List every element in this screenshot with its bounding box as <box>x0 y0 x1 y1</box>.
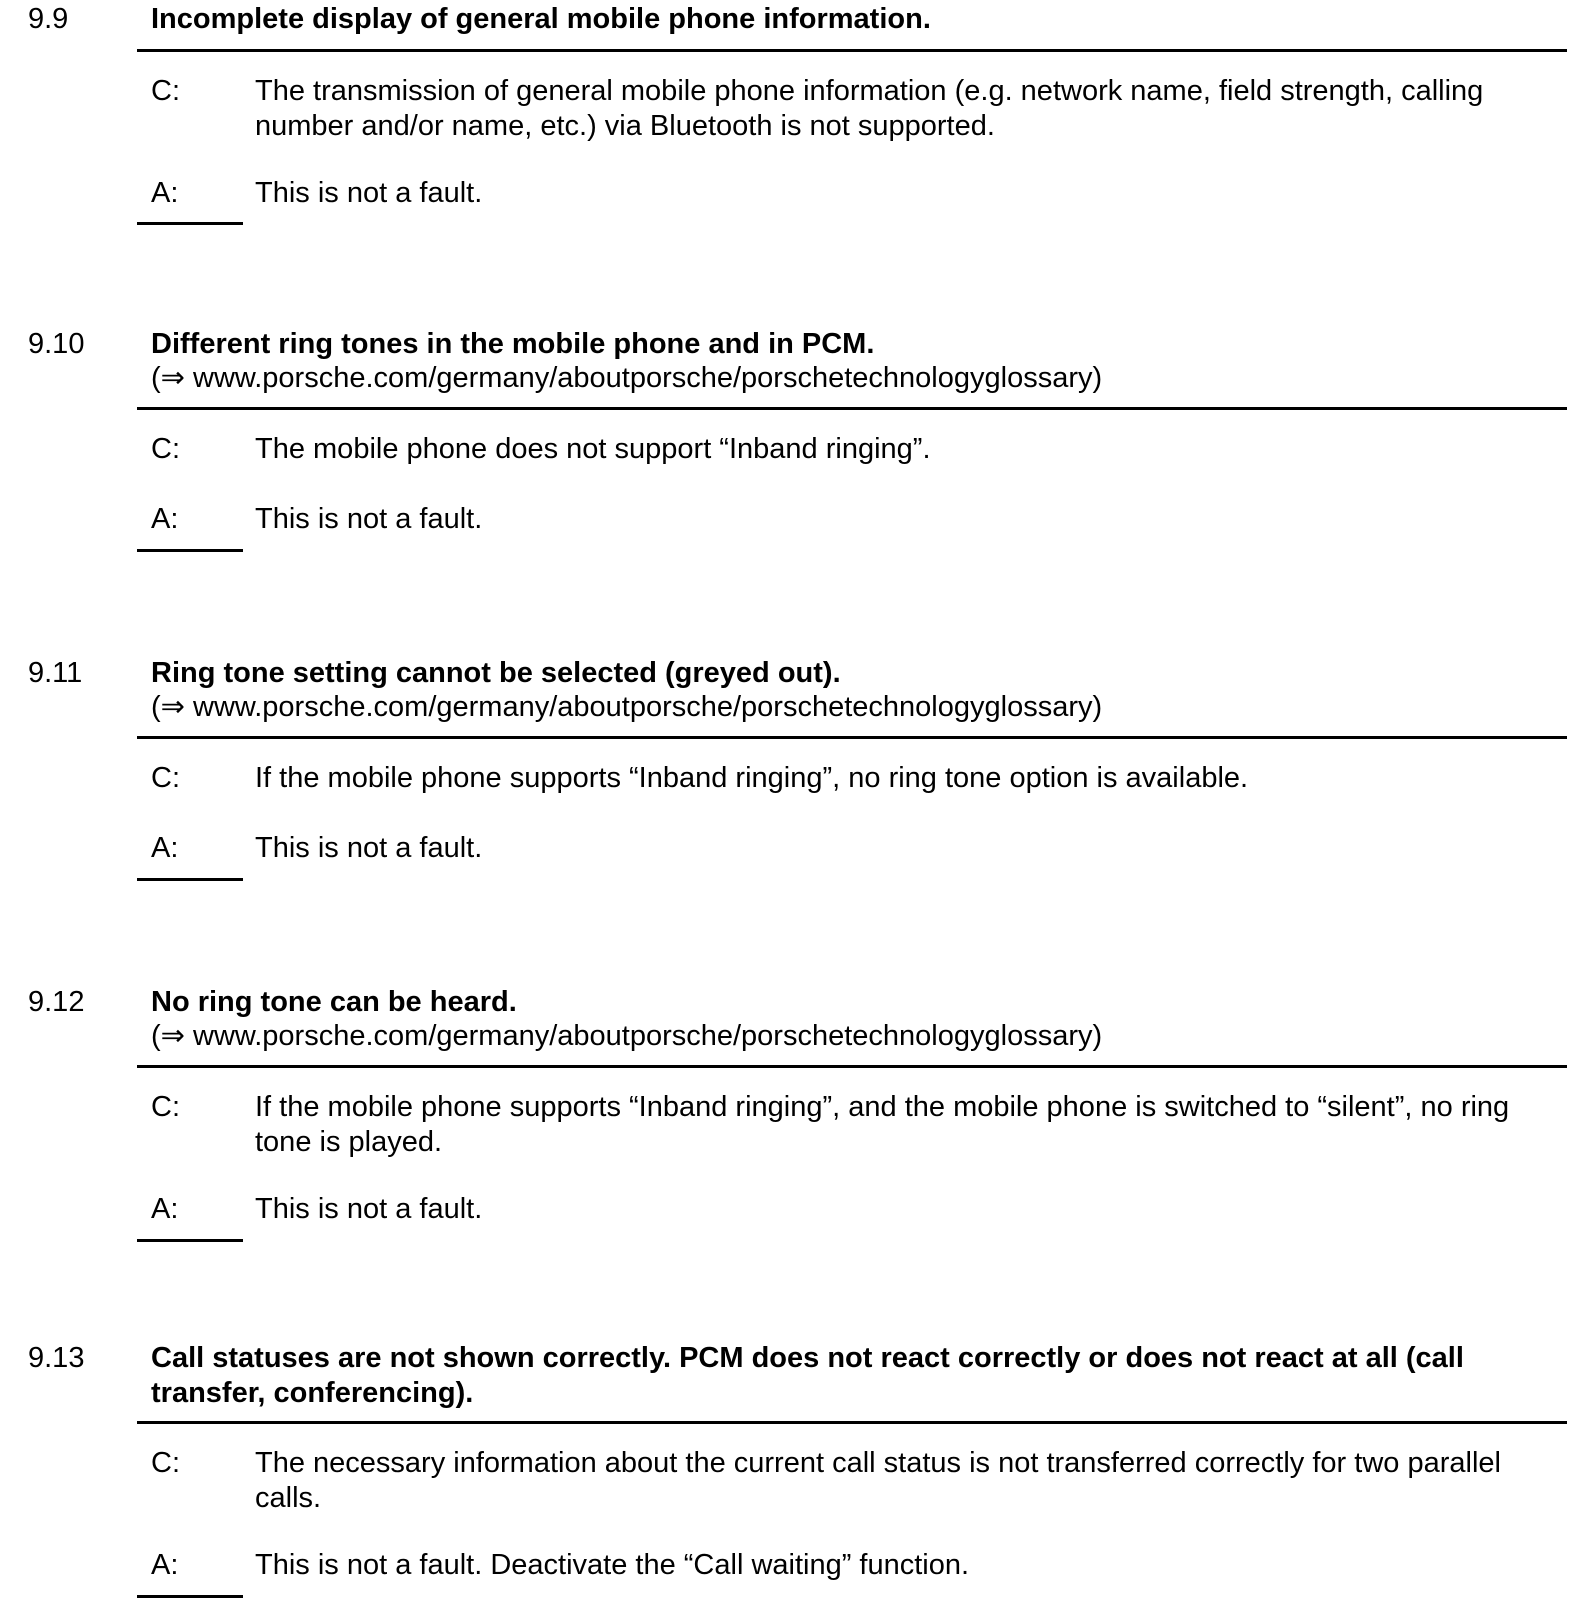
action-label: A: <box>151 832 179 864</box>
cause-text: If the mobile phone supports “Inband ringing”, no ring tone option is available. <box>255 762 1249 794</box>
cause-label: C: <box>151 75 180 107</box>
cause-label: C: <box>151 1447 180 1479</box>
action-label: A: <box>151 1549 179 1581</box>
section-title: Ring tone setting cannot be selected (greyed out). <box>151 657 841 689</box>
section-number: 9.11 <box>28 657 83 689</box>
section-rule <box>137 49 1567 52</box>
cause-text: If the mobile phone supports “Inband ringing”, and the mobile phone is switched to “silent”, no ring tone is played. <box>255 1091 1510 1158</box>
action-end-rule <box>137 549 243 552</box>
section-rule <box>137 1065 1567 1068</box>
action-label: A: <box>151 177 179 209</box>
cause-text: The necessary information about the current call status is not transferred correctly for two parallel calls. <box>255 1447 1501 1514</box>
action-text: This is not a fault. <box>255 1193 483 1225</box>
section-rule <box>137 407 1567 410</box>
action-text: This is not a fault. Deactivate the “Call waiting” function. <box>255 1549 970 1581</box>
action-end-rule <box>137 1239 243 1242</box>
section-rule <box>137 736 1567 739</box>
cause-text: The transmission of general mobile phone information (e.g. network name, field strength, calling number and/or name, etc.) via Bluetooth is not supported. <box>255 75 1484 142</box>
section-number: 9.10 <box>28 328 85 360</box>
action-end-rule <box>137 878 243 881</box>
cause-label: C: <box>151 1091 180 1123</box>
section-title: Call statuses are not shown correctly. PCM does not react correctly or does not react at all (call transfer, conferencing). <box>151 1342 1464 1409</box>
action-end-rule <box>137 222 243 225</box>
action-text: This is not a fault. <box>255 177 483 209</box>
cause-text: The mobile phone does not support “Inband ringing”. <box>255 433 931 465</box>
action-label: A: <box>151 1193 179 1225</box>
glossary-link[interactable]: (⇒ www.porsche.com/germany/aboutporsche/porschetechnologyglossary) <box>151 1020 1103 1052</box>
section-number: 9.12 <box>28 986 85 1018</box>
cause-label: C: <box>151 762 180 794</box>
section-title: No ring tone can be heard. <box>151 986 517 1018</box>
action-end-rule <box>137 1595 243 1598</box>
action-label: A: <box>151 503 179 535</box>
section-title: Incomplete display of general mobile phone information. <box>151 3 931 35</box>
glossary-link[interactable]: (⇒ www.porsche.com/germany/aboutporsche/porschetechnologyglossary) <box>151 362 1103 394</box>
section-number: 9.13 <box>28 1342 85 1374</box>
section-number: 9.9 <box>28 3 69 35</box>
action-text: This is not a fault. <box>255 503 483 535</box>
section-rule <box>137 1421 1567 1424</box>
section-title: Different ring tones in the mobile phone and in PCM. <box>151 328 875 360</box>
action-text: This is not a fault. <box>255 832 483 864</box>
cause-label: C: <box>151 433 180 465</box>
glossary-link[interactable]: (⇒ www.porsche.com/germany/aboutporsche/porschetechnologyglossary) <box>151 691 1103 723</box>
